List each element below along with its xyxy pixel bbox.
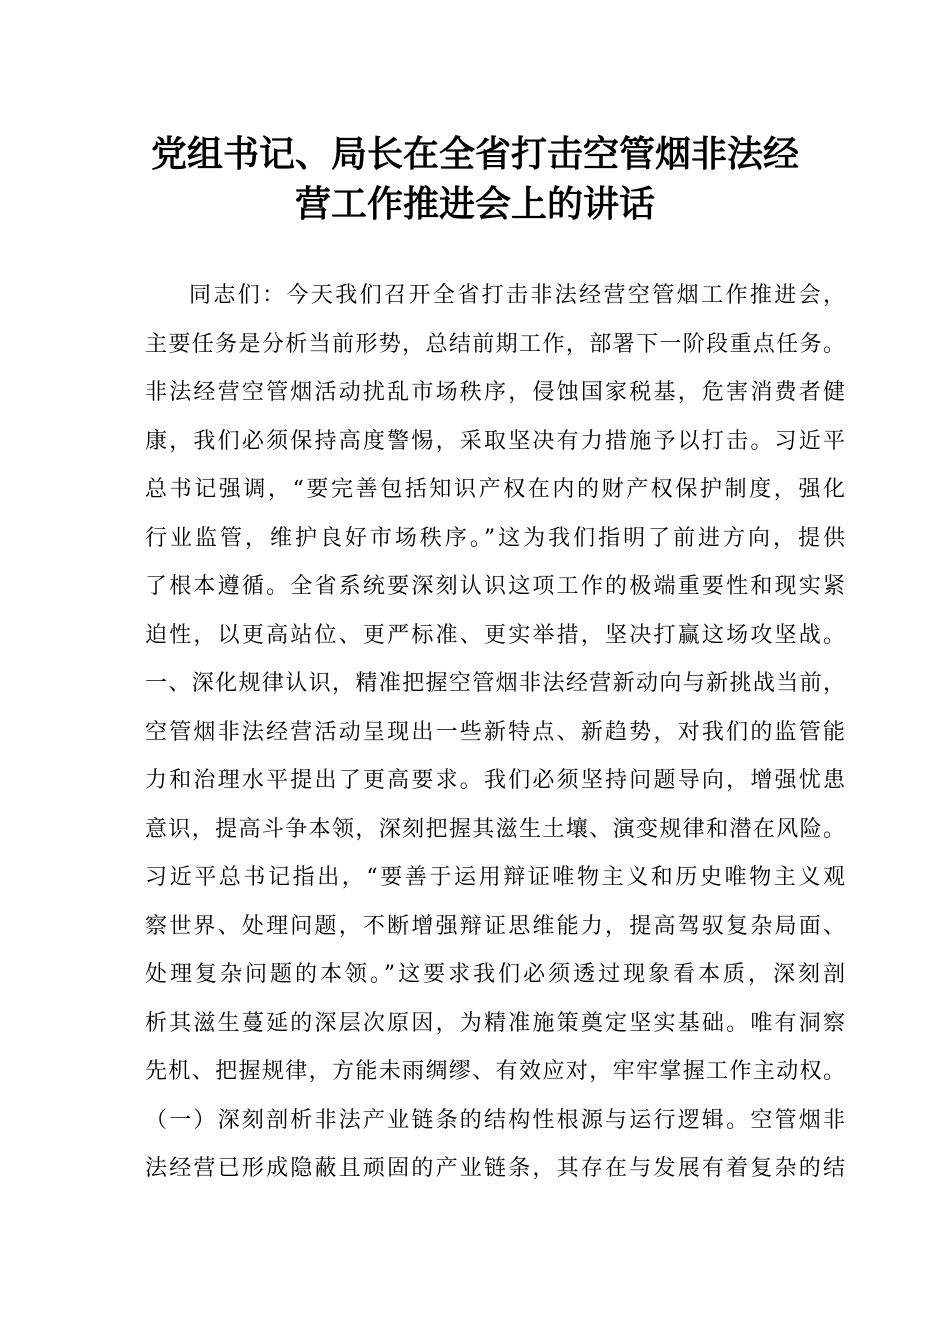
body-line: 习近平总书记指出，“要善于运用辩证唯物主义和历史唯物主义观: [145, 865, 845, 890]
document-title-line-1: 党组书记、局长在全省打击空管烟非法经: [150, 134, 799, 175]
body-line: 总书记强调，“要完善包括知识产权在内的财产权保护制度，强化: [145, 477, 845, 502]
subsection-heading-line: （一）深刻剖析非法产业链条的结构性根源与运行逻辑。空管烟非: [145, 1107, 845, 1133]
body-line: 迫性，以更高站位、更严标准、更实举措，坚决打赢这场攻坚战。: [145, 622, 845, 648]
body-line: 同志们：今天我们召开全省打击非法经营空管烟工作推进会，: [189, 283, 845, 308]
body-line: 处理复杂问题的本领。”这要求我们必须透过现象看本质，深刻剖: [145, 962, 845, 987]
body-line: 先机、把握规律，方能未雨绸缪、有效应对，牢牢掌握工作主动权。: [145, 1059, 845, 1084]
body-line: 空管烟非法经营活动呈现出一些新特点、新趋势，对我们的监管能: [145, 719, 845, 745]
section-heading-line: 一、深化规律认识，精准把握空管烟非法经营新动向与新挑战当前，: [145, 671, 845, 696]
body-line: 了根本遵循。全省系统要深刻认识这项工作的极端重要性和现实紧: [145, 574, 845, 599]
body-line: 察世界、处理问题，不断增强辩证思维能力，提高驾驭复杂局面、: [145, 913, 845, 939]
body-line: 主要任务是分析当前形势，总结前期工作，部署下一阶段重点任务。: [145, 331, 845, 357]
body-line: 非法经营空管烟活动扰乱市场秩序，侵蚀国家税基，危害消费者健: [145, 380, 845, 405]
body-line: 意识，提高斗争本领，深刻把握其滋生土壤、演变规律和潜在风险。: [145, 816, 845, 842]
body-line: 析其滋生蔓延的深层次原因，为精准施策奠定坚实基础。唯有洞察: [145, 1010, 845, 1036]
body-line: 行业监管，维护良好市场秩序。”这为我们指明了前进方向，提供: [145, 525, 845, 551]
body-line: 力和治理水平提出了更高要求。我们必须坚持问题导向，增强忧患: [145, 768, 845, 793]
body-line: 康，我们必须保持高度警惕，采取坚决有力措施予以打击。习近平: [145, 428, 845, 454]
document-body: [145, 272, 845, 1194]
document-title-line-2: 营工作推进会上的讲话: [294, 184, 655, 225]
body-line: 法经营已形成隐蔽且顽固的产业链条，其存在与发展有着复杂的结: [145, 1156, 845, 1181]
